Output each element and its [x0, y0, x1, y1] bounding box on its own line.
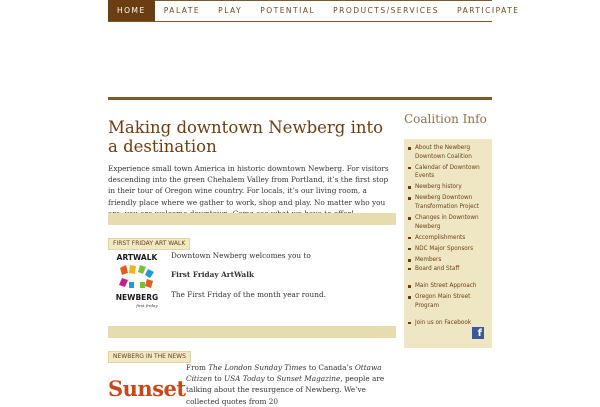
artwalk-logo[interactable] [114, 252, 160, 310]
sidebar [404, 112, 492, 126]
sidebar-link-accomplishments[interactable]: Accomplishments [404, 234, 492, 243]
nav-play[interactable]: PLAY [218, 6, 243, 15]
nav-palate[interactable]: PALATE [163, 6, 201, 15]
sidebar-links-box [404, 139, 492, 348]
sidebar-link-sponsors[interactable]: NDC Major Sponsors [404, 245, 492, 254]
sidebar-links [404, 139, 492, 327]
sidebar-link-changes[interactable]: Changes in Downtown Newberg [404, 214, 492, 231]
publication-sunset-magazine: Sunset Magazine [276, 374, 341, 384]
nav-home[interactable]: HOME [108, 0, 155, 21]
publication-usa-today: USA Today [224, 374, 265, 384]
main-content [108, 112, 396, 226]
artwalk-logo-bottom-text: NEWBERG [115, 293, 159, 302]
sidebar-link-about[interactable]: About the Newberg Downtown Coalition [404, 144, 492, 161]
artwalk-welcome: Downtown Newberg welcomes you to [171, 251, 311, 260]
news-section-label: NEWBERG IN THE NEWS [108, 351, 191, 363]
sidebar-link-board-staff[interactable]: Board and Staff [404, 265, 492, 274]
nav-participate[interactable]: PARTICIPATE [457, 6, 520, 15]
page-title: Making downtown Newberg into a destination [108, 118, 384, 156]
news-text-1: From [186, 363, 209, 372]
publication-ottawa-citizen: Ottawa Citizen [186, 363, 382, 384]
sidebar-link-calendar[interactable]: Calendar of Downtown Events [404, 164, 492, 181]
sidebar-link-history[interactable]: Newberg history [404, 183, 492, 192]
sunset-logo[interactable]: Sunset [108, 376, 186, 401]
sidebar-link-oregon-main-street[interactable]: Oregon Main Street Program [404, 293, 492, 310]
news-text-5: , people are talking about the resurgence of Newberg. We’ve collected quotes from 20 [186, 374, 385, 406]
main-nav [108, 0, 520, 22]
news-paragraph [186, 362, 398, 407]
sidebar-title: Coalition Info [404, 112, 487, 126]
sidebar-link-facebook[interactable]: Join us on Facebook [404, 319, 492, 328]
header-divider [108, 97, 492, 100]
artwalk-logo-top-text: ARTWALK [116, 253, 158, 262]
facebook-icon[interactable]: f [472, 327, 484, 339]
artwalk-logo-tag: first friday [136, 303, 158, 308]
sidebar-link-main-street-approach[interactable]: Main Street Approach [404, 282, 492, 291]
news-text-2: to Canada’s [306, 363, 355, 372]
artwalk-hands-graphic [119, 265, 154, 288]
artwalk-section-label: FIRST FRIDAY ART WALK [108, 238, 190, 250]
artwalk-description: The First Friday of the month year round. [171, 290, 326, 299]
nav-products-services[interactable]: PRODUCTS/SERVICES [333, 6, 440, 15]
sidebar-link-members[interactable]: Members [404, 256, 492, 265]
section-divider-bar-2 [108, 326, 396, 338]
publication-london-sunday-times: The London Sunday Times [208, 363, 307, 372]
artwalk-title[interactable]: First Friday ArtWalk [171, 270, 255, 279]
news-text-4: to [264, 374, 277, 384]
news-text-3: to [212, 374, 225, 384]
section-divider-bar [108, 213, 396, 225]
intro-paragraph: Experience small town America in historic downtown Newberg. For visitors descending into the green Chehalem Valley from Portland, it’s the first stop in their tour of Oregon wine country. For locals, it’s our living room, a friendly place where we gather to work, shop and play. No matter who you [108, 164, 389, 207]
sidebar-link-transformation-project[interactable]: Newberg Downtown Transformation Project [404, 194, 492, 211]
nav-potential[interactable]: POTENTIAL [260, 6, 316, 15]
